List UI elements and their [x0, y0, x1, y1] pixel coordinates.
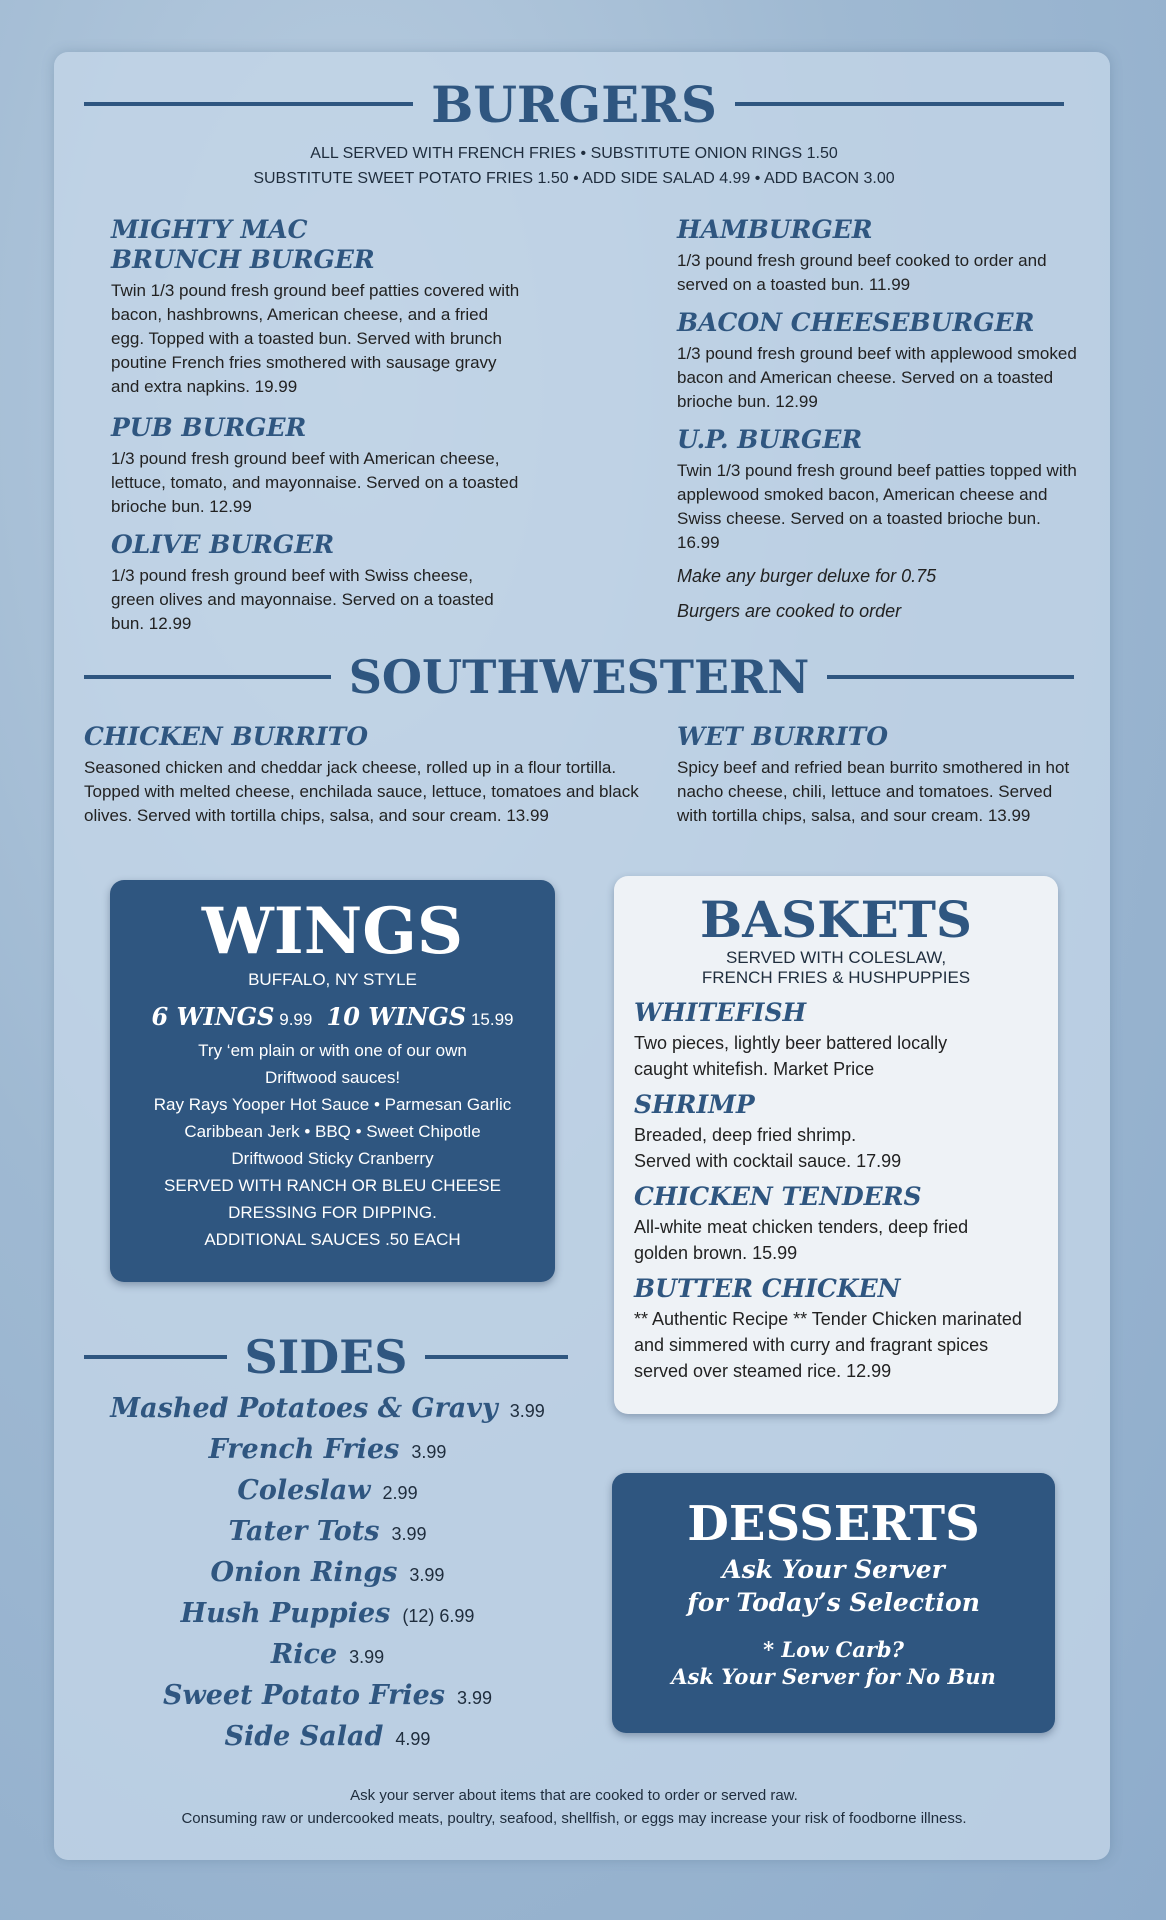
side-name: Sweet Potato Fries: [162, 1680, 445, 1711]
wings-subtitle: BUFFALO, NY STYLE: [248, 970, 417, 989]
southwestern-header: [84, 645, 1074, 709]
menu-item-mighty-mac: [111, 215, 521, 399]
item-description: caught whitefish. Market Price: [634, 1059, 875, 1079]
side-price: (12) 6.99: [402, 1606, 475, 1626]
sides-header: [84, 1325, 568, 1389]
six-wings-label: 6 WINGS: [151, 1002, 275, 1031]
item-name: HAMBURGER: [677, 215, 873, 244]
wings-line: SERVED WITH RANCH OR BLEU CHEESE: [164, 1176, 501, 1195]
item-description: Served with cocktail sauce. 17.99: [634, 1151, 902, 1171]
ten-wings-label: 10 WINGS: [326, 1002, 467, 1031]
side-item: [90, 1393, 565, 1424]
side-name: Coleslaw: [237, 1475, 371, 1506]
burgers-note-2: SUBSTITUTE SWEET POTATO FRIES 1.50 • ADD SIDE SALAD 4.99 • ADD BACON 3.00: [253, 170, 895, 187]
wings-line: Try ‘em plain or with one of our own: [198, 1041, 467, 1060]
item-description: ** Authentic Recipe ** Tender Chicken marinated: [634, 1309, 1022, 1329]
deluxe-note: Make any burger deluxe for 0.75: [677, 566, 937, 586]
item-description: golden brown. 15.99: [634, 1243, 798, 1263]
side-name: Rice: [270, 1639, 338, 1670]
burgers-note-1: ALL SERVED WITH FRENCH FRIES • SUBSTITUTE ONION RINGS 1.50: [310, 145, 838, 162]
item-name: BACON CHEESEBURGER: [677, 308, 1035, 337]
baskets-subtitle-1: SERVED WITH COLESLAW,: [725, 948, 947, 967]
header-rule-left: [84, 675, 331, 679]
burgers-header: [84, 72, 1064, 136]
item-name: U.P. BURGER: [677, 425, 863, 454]
side-item: [90, 1557, 565, 1588]
menu-item-chicken-burrito: [84, 722, 639, 828]
item-description: Twin 1/3 pound fresh ground beef patties covered with bacon, hashbrowns, American cheese, and a fried egg. Topped with a toasted bun. Served with brunch poutine French fries smothered with sausage gravy and extra napkins. 19.99: [111, 281, 520, 396]
item-description: 1/3 pound fresh ground beef cooked to order and served on a toasted bun. 11.99: [677, 251, 1047, 294]
side-item: [90, 1639, 565, 1670]
wings-line: Caribbean Jerk • BBQ • Sweet Chipotle: [184, 1122, 481, 1141]
desserts-line-1: Ask Your Server: [722, 1555, 945, 1584]
side-price: 3.99: [509, 1401, 545, 1421]
basket-item: [634, 1182, 1044, 1266]
wings-details: [110, 1037, 555, 1253]
header-rule-left: [84, 1355, 227, 1359]
menu-item-up-burger: [677, 425, 1077, 555]
basket-item: [634, 1274, 1044, 1384]
side-price: 3.99: [411, 1442, 447, 1462]
sides-title: SIDES: [244, 1330, 408, 1384]
side-item: [90, 1475, 565, 1506]
item-name: BRUNCH BURGER: [111, 245, 375, 274]
wings-panel: [110, 880, 555, 1282]
side-item: [90, 1721, 565, 1752]
desserts-title: DESSERTS: [687, 1496, 980, 1552]
header-rule-left: [84, 102, 413, 106]
wings-prices: [110, 1002, 555, 1031]
side-price: 3.99: [409, 1565, 445, 1585]
side-item: [90, 1598, 565, 1629]
header-rule-right: [735, 102, 1064, 106]
wings-line: Ray Rays Yooper Hot Sauce • Parmesan Garlic: [153, 1095, 512, 1114]
basket-item: [634, 1090, 1044, 1174]
item-name: CHICKEN TENDERS: [634, 1182, 922, 1211]
side-item: [90, 1516, 565, 1547]
side-price: 3.99: [456, 1688, 492, 1708]
item-name: MIGHTY MAC: [111, 215, 308, 244]
menu-item-wet-burrito: [677, 722, 1087, 828]
item-description: Seasoned chicken and cheddar jack cheese, rolled up in a flour tortilla. Topped with melted cheese, enchilada sauce, lettuce, tomatoes and black olives. Served with tortilla chips, salsa, and sour cream. 13.99: [84, 758, 639, 825]
wings-line: Driftwood Sticky Cranberry: [231, 1149, 434, 1168]
item-description: Breaded, deep fried shrimp.: [634, 1125, 857, 1145]
menu-item-olive-burger: [111, 530, 521, 636]
wings-line: DRESSING FOR DIPPING.: [228, 1203, 437, 1222]
header-rule-right: [425, 1355, 568, 1359]
menu-item-hamburger: [677, 215, 1077, 297]
cooked-note: Burgers are cooked to order: [677, 601, 902, 621]
item-name: PUB BURGER: [111, 413, 307, 442]
side-name: Mashed Potatoes & Gravy: [110, 1393, 498, 1424]
item-name: SHRIMP: [634, 1090, 755, 1119]
footer-line-1: Ask your server about items that are cooked to order or served raw.: [350, 1787, 798, 1804]
side-price: 3.99: [391, 1524, 427, 1544]
side-name: Tater Tots: [228, 1516, 380, 1547]
desserts-line-2: for Today’s Selection: [687, 1588, 980, 1617]
item-name: WET BURRITO: [677, 722, 888, 751]
menu-item-pub-burger: [111, 413, 521, 519]
wings-title: WINGS: [201, 894, 464, 969]
desserts-line-3: * Low Carb?: [763, 1637, 904, 1662]
menu-item-bacon-cheeseburger: [677, 308, 1077, 414]
wings-line: Driftwood sauces!: [264, 1068, 401, 1087]
basket-items: [614, 998, 1058, 1384]
southwestern-title: SOUTHWESTERN: [348, 650, 810, 704]
item-name: BUTTER CHICKEN: [634, 1274, 901, 1303]
item-description: served over steamed rice. 12.99: [634, 1361, 892, 1381]
desserts-line-4: Ask Your Server for No Bun: [671, 1664, 996, 1689]
side-price: 3.99: [349, 1647, 385, 1667]
side-name: Onion Rings: [210, 1557, 398, 1588]
item-description: 1/3 pound fresh ground beef with Swiss cheese, green olives and mayonnaise. Served on a toasted bun. 12.99: [111, 566, 494, 633]
footer-line-2: Consuming raw or undercooked meats, poultry, seafood, shellfish, or eggs may increase your risk of foodborne illness.: [181, 1810, 967, 1827]
item-description: 1/3 pound fresh ground beef with applewood smoked bacon and American cheese. Served on a toasted brioche bun. 12.99: [677, 344, 1077, 411]
wings-line: ADDITIONAL SAUCES .50 EACH: [204, 1230, 461, 1249]
burgers-title: BURGERS: [431, 74, 717, 134]
baskets-title: BASKETS: [699, 890, 973, 949]
item-description: Two pieces, lightly beer battered locally: [634, 1033, 948, 1053]
header-rule-right: [827, 675, 1074, 679]
baskets-panel: [614, 876, 1058, 1414]
six-wings-price: 9.99: [279, 1010, 313, 1029]
side-item: [90, 1680, 565, 1711]
item-description: 1/3 pound fresh ground beef with American cheese, lettuce, tomato, and mayonnaise. Served on a toasted brioche bun. 12.99: [111, 449, 519, 516]
item-name: WHITEFISH: [634, 998, 807, 1027]
ten-wings-price: 15.99: [470, 1010, 514, 1029]
side-name: Hush Puppies: [180, 1598, 391, 1629]
side-name: French Fries: [208, 1434, 400, 1465]
side-price: 2.99: [382, 1483, 418, 1503]
item-name: OLIVE BURGER: [111, 530, 335, 559]
side-name: Side Salad: [224, 1721, 384, 1752]
side-item: [90, 1434, 565, 1465]
basket-item: [634, 998, 1044, 1082]
item-description: Twin 1/3 pound fresh ground beef patties topped with applewood smoked bacon, American cheese and Swiss cheese. Served on a toasted brioche bun. 16.99: [677, 461, 1077, 552]
baskets-subtitle-2: FRENCH FRIES & HUSHPUPPIES: [701, 968, 971, 987]
item-description: Spicy beef and refried bean burrito smothered in hot nacho cheese, chili, lettuce and tomatoes. Served with tortilla chips, salsa, and sour cream. 13.99: [677, 758, 1070, 825]
item-description: and simmered with curry and fragrant spices: [634, 1335, 989, 1355]
item-description: All-white meat chicken tenders, deep fried: [634, 1217, 969, 1237]
item-name: CHICKEN BURRITO: [84, 722, 369, 751]
side-price: 4.99: [395, 1729, 431, 1749]
desserts-panel: [612, 1473, 1055, 1733]
